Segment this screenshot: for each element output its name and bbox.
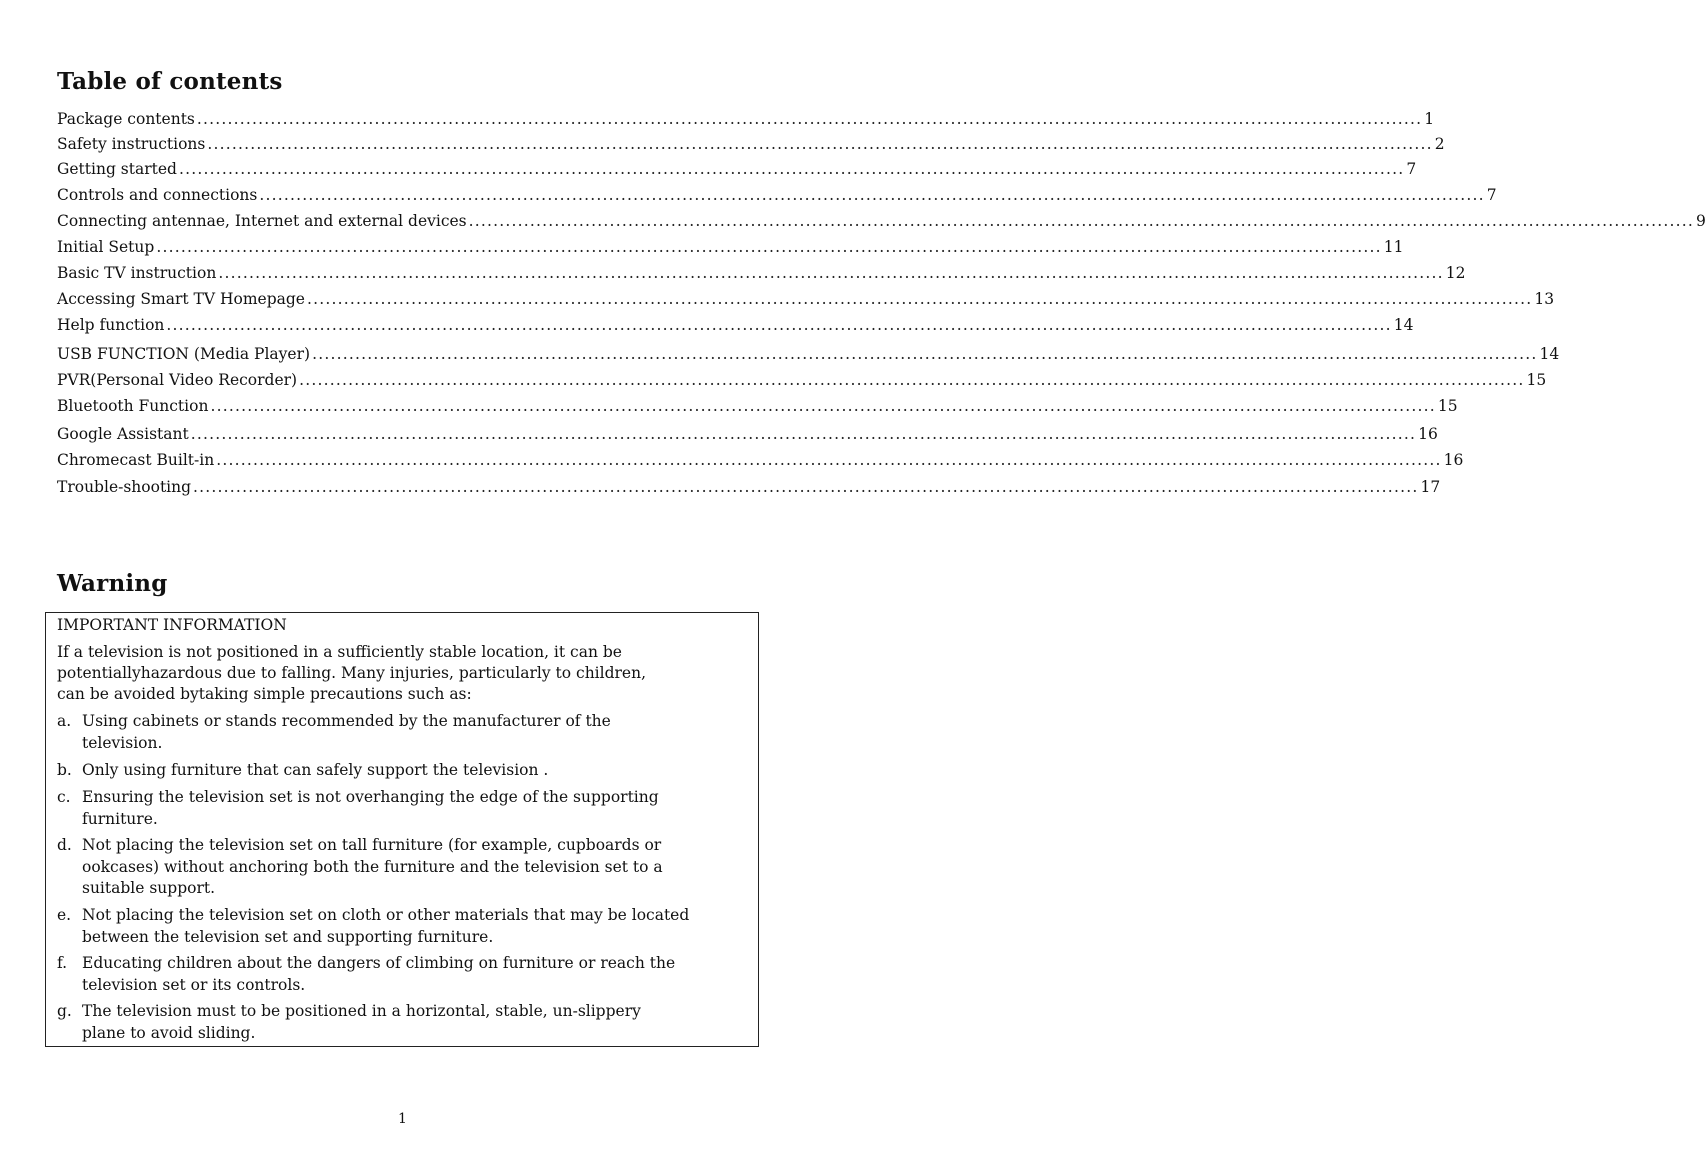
- toc-entry-page: 17: [1420, 478, 1441, 496]
- toc-leader-dots: ........................................................................................................................................................................................................: [207, 135, 1433, 153]
- toc-entry-label: Trouble-shooting: [57, 478, 192, 496]
- warning-list-item: [57, 760, 757, 782]
- warning-intro-line: If a television is not positioned in a sufficiently stable location, it can be: [57, 643, 622, 661]
- toc-leader-dots: ........................................................................................................................................................................................................: [259, 186, 1485, 204]
- toc-leader-dots: ........................................................................................................................................................................................................: [299, 371, 1525, 389]
- toc-entry-page: 13: [1534, 290, 1555, 308]
- toc-entry: [57, 236, 1404, 258]
- toc-leader-dots: ........................................................................................................................................................................................................: [312, 345, 1538, 363]
- toc-entry: [57, 449, 1464, 471]
- list-marker: e.: [57, 906, 72, 924]
- toc-entry-label: Connecting antennae, Internet and external devices: [57, 212, 467, 230]
- toc-entry-page: 16: [1418, 425, 1438, 443]
- toc-leader-dots: ........................................................................................................................................................................................................: [216, 451, 1442, 469]
- toc-leader-dots: ........................................................................................................................................................................................................: [193, 478, 1419, 496]
- toc-entry-label: Chromecast Built-in: [57, 451, 215, 469]
- toc-leader-dots: ........................................................................................................................................................................................................: [218, 264, 1444, 282]
- warning-title: Warning: [57, 570, 168, 597]
- toc-leader-dots: ........................................................................................................................................................................................................: [156, 238, 1382, 256]
- toc-title: Table of contents: [57, 68, 283, 95]
- toc-entry-label: Basic TV instruction: [57, 264, 217, 282]
- toc-entry-page: 16: [1443, 451, 1464, 469]
- warning-box: [45, 612, 759, 1047]
- toc-entry-label: Initial Setup: [57, 238, 155, 256]
- toc-entry: [57, 476, 1441, 498]
- warning-list-item: [57, 787, 757, 830]
- warning-list-item: [57, 711, 757, 754]
- toc-entry-label: Package contents: [57, 110, 195, 128]
- item-line: Educating children about the dangers of climbing on furniture or reach the: [82, 954, 676, 972]
- toc-entry: [57, 314, 1414, 336]
- toc-entry-label: Safety instructions: [57, 135, 206, 153]
- toc-leader-dots: ........................................................................................................................................................................................................: [166, 316, 1392, 334]
- list-marker: g.: [57, 1002, 72, 1020]
- toc-entry-page: 7: [1406, 160, 1417, 178]
- item-line: between the television set and supporting furniture.: [82, 927, 494, 946]
- toc-entry: [57, 369, 1547, 391]
- list-marker: f.: [57, 954, 68, 972]
- list-marker: d.: [57, 836, 72, 854]
- toc-entry-page: 11: [1383, 238, 1404, 256]
- toc-entry-page: 1: [1424, 110, 1435, 128]
- toc-entry-page: 9: [1696, 212, 1706, 230]
- toc-entry: [57, 108, 1435, 130]
- toc-entry: [57, 158, 1417, 180]
- list-marker: b.: [57, 761, 72, 779]
- item-line: Ensuring the television set is not overhanging the edge of the supporting: [82, 788, 659, 806]
- toc-entry-label: Help function: [57, 316, 165, 334]
- page-number: 1: [398, 1111, 407, 1127]
- warning-list-item: [57, 953, 757, 996]
- item-line: television set or its controls.: [82, 975, 306, 994]
- toc-leader-dots: ........................................................................................................................................................................................................: [190, 425, 1417, 443]
- toc-entry-label: Google Assistant: [57, 425, 189, 443]
- item-line: television.: [82, 733, 163, 752]
- toc-entry: [57, 288, 1555, 310]
- toc-entry-label: Controls and connections: [57, 186, 258, 204]
- toc-entry: [57, 262, 1466, 284]
- toc-entry-page: 12: [1445, 264, 1466, 282]
- item-line: ookcases) without anchoring both the furniture and the television set to a: [82, 857, 663, 876]
- toc-entry-label: Bluetooth Function: [57, 397, 209, 415]
- item-line: Not placing the television set on tall furniture (for example, cupboards or: [82, 836, 662, 854]
- item-line: Only using furniture that can safely support the television .: [82, 761, 549, 779]
- warning-list-item: [57, 835, 757, 900]
- item-line: Using cabinets or stands recommended by the manufacturer of the: [82, 712, 611, 730]
- toc-leader-dots: ........................................................................................................................................................................................................: [468, 212, 1695, 230]
- toc-entry-page: 15: [1437, 397, 1458, 415]
- toc-entry-page: 14: [1393, 316, 1414, 334]
- item-line: plane to avoid sliding.: [82, 1023, 256, 1042]
- item-line: Not placing the television set on cloth or other materials that may be located: [82, 906, 690, 924]
- toc-entry-page: 7: [1486, 186, 1497, 204]
- toc-entry-label: Getting started: [57, 160, 177, 178]
- toc-entry: [57, 184, 1497, 206]
- item-line: suitable support.: [82, 879, 216, 897]
- toc-entry-page: 2: [1434, 135, 1445, 153]
- toc-entry-label: USB FUNCTION (Media Player): [57, 345, 311, 363]
- item-line: The television must to be positioned in a horizontal, stable, un-slippery: [82, 1002, 641, 1020]
- toc-entry: [57, 395, 1458, 417]
- toc-entry-label: Accessing Smart TV Homepage: [57, 290, 305, 308]
- toc-entry-page: 14: [1539, 345, 1560, 363]
- toc-entry: [57, 343, 1560, 365]
- list-marker: c.: [57, 788, 71, 806]
- toc-leader-dots: ........................................................................................................................................................................................................: [196, 110, 1423, 128]
- toc-entry-page: 15: [1526, 371, 1547, 389]
- toc-entry: [57, 423, 1438, 445]
- toc-entry: [57, 133, 1445, 155]
- warning-list-item: [57, 905, 757, 948]
- warning-heading: IMPORTANT INFORMATION: [57, 616, 287, 634]
- warning-list-item: [57, 1001, 757, 1044]
- list-marker: a.: [57, 712, 72, 730]
- toc-leader-dots: ........................................................................................................................................................................................................: [307, 290, 1533, 308]
- warning-intro-line: can be avoided bytaking simple precautions such as:: [57, 685, 472, 703]
- toc-entry: [57, 210, 1706, 232]
- warning-intro-line: potentiallyhazardous due to falling. Many injuries, particularly to children,: [57, 664, 646, 682]
- toc-leader-dots: ........................................................................................................................................................................................................: [210, 397, 1436, 415]
- toc-leader-dots: ........................................................................................................................................................................................................: [178, 160, 1405, 178]
- item-line: furniture.: [82, 809, 158, 828]
- toc-entry-label: PVR(Personal Video Recorder): [57, 371, 298, 389]
